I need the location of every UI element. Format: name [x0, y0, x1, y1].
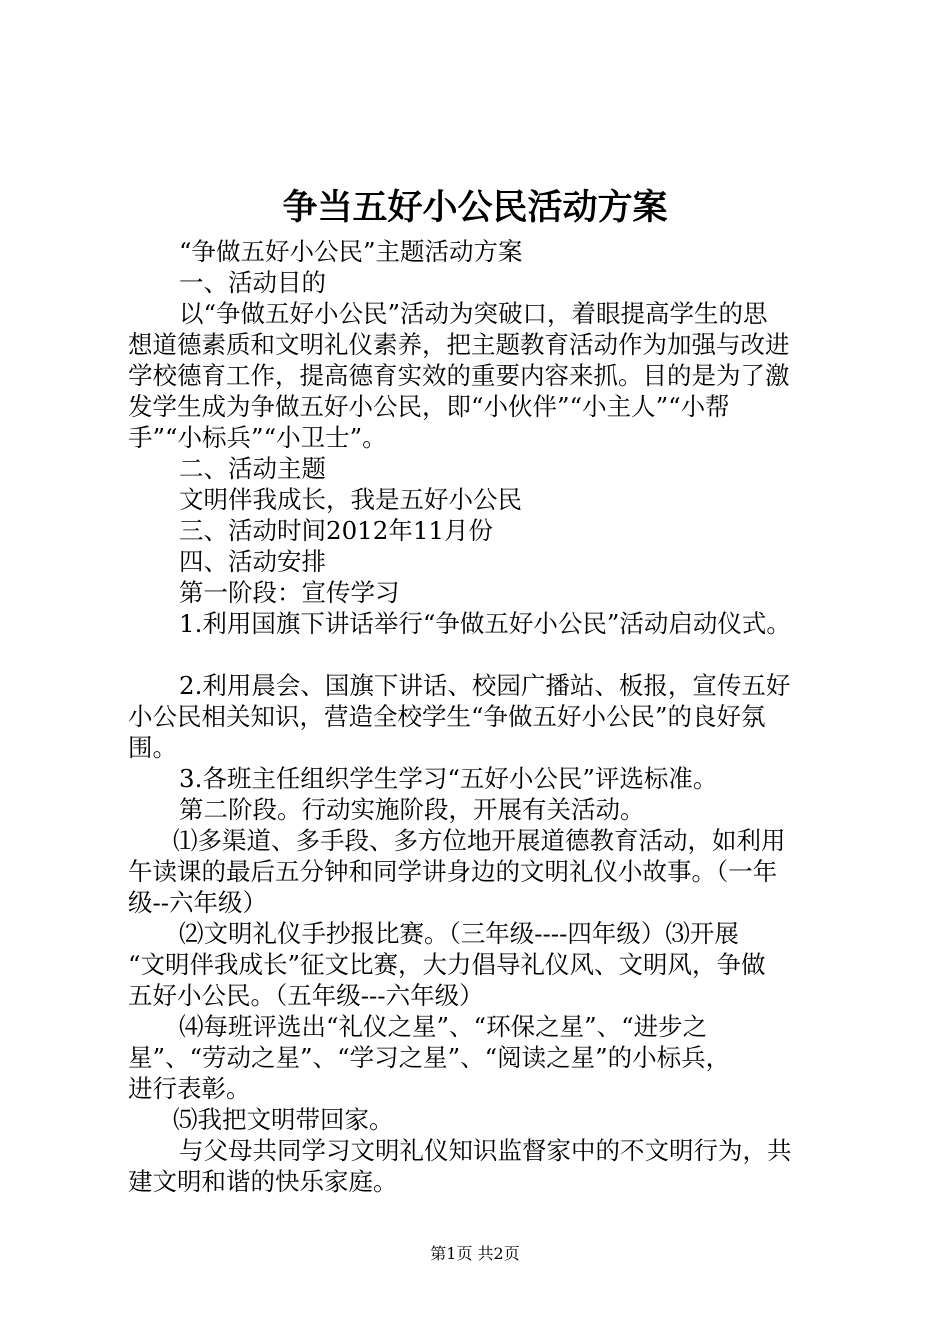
paragraph-line: 建文明和谐的快乐家庭。 [128, 1167, 398, 1196]
paragraph-line: 小公民相关知识，营造全校学生“争做五好小公民”的良好氛 [128, 702, 766, 731]
paragraph-line: 3.各班主任组织学生学习“五好小公民”评选标准。 [179, 764, 718, 793]
paragraph-line: 进行表彰。 [128, 1074, 251, 1103]
paragraph-line: 星”、“劳动之星”、“学习之星”、“阅读之星”的小标兵， [128, 1043, 731, 1072]
paragraph-line: ⑷每班评选出“礼仪之星”、“环保之星”、“进步之 [179, 1012, 708, 1041]
section-heading-purpose: 一、活动目的 [179, 268, 326, 297]
paragraph-line: 围。 [128, 733, 177, 762]
paragraph-line: 与父母共同学习文明礼仪知识监督家中的不文明行为，共 [179, 1136, 792, 1165]
paragraph-line: 级--六年级） [128, 888, 268, 917]
paragraph-line: 想道德素质和文明礼仪素养，把主题教育活动作为加强与改进 [128, 330, 790, 359]
paragraph-line: 手”“小标兵”“小卫士”。 [128, 423, 387, 452]
document-body [128, 236, 838, 1197]
stage-heading: 第二阶段。行动实施阶段，开展有关活动。 [179, 795, 645, 824]
section-heading-arrangement: 四、活动安排 [179, 547, 326, 576]
document-title: 争当五好小公民活动方案 [282, 187, 668, 228]
subtitle-line: “争做五好小公民”主题活动方案 [179, 237, 523, 266]
paragraph-line: 1.利用国旗下讲话举行“争做五好小公民”活动启动仪式。 [179, 609, 791, 638]
section-heading-theme: 二、活动主题 [179, 454, 326, 483]
paragraph-line: 发学生成为争做五好小公民，即“小伙伴”“小主人”“小帮 [128, 392, 730, 421]
paragraph-line: 以“争做五好小公民”活动为突破口，着眼提高学生的思 [179, 299, 768, 328]
paragraph-line: 2.利用晨会、国旗下讲话、校园广播站、板报，宣传五好 [179, 671, 791, 700]
paragraph-line: 文明伴我成长，我是五好小公民 [179, 485, 522, 514]
paragraph-line: 学校德育工作，提高德育实效的重要内容来抓。目的是为了激 [128, 361, 790, 390]
paragraph-line: ⑸我把文明带回家。 [173, 1105, 394, 1134]
page-footer: 第1页 共2页 [430, 1244, 520, 1263]
paragraph-line: ⑴多渠道、多手段、多方位地开展道德教育活动，如利用 [173, 826, 786, 855]
paragraph-line: “文明伴我成长”征文比赛，大力倡导礼仪风、文明风，争做 [128, 950, 766, 979]
blank-line [128, 639, 838, 670]
paragraph-line: 五好小公民。（五年级---六年级） [128, 981, 484, 1010]
paragraph-line: ⑵文明礼仪手抄报比赛。（三年级----四年级）⑶开展 [179, 919, 739, 948]
paragraph-line: 午读课的最后五分钟和同学讲身边的文明礼仪小故事。（一年 [128, 857, 778, 886]
section-heading-time: 三、活动时间2012年11月份 [179, 516, 494, 545]
stage-heading: 第一阶段：宣传学习 [179, 578, 400, 607]
